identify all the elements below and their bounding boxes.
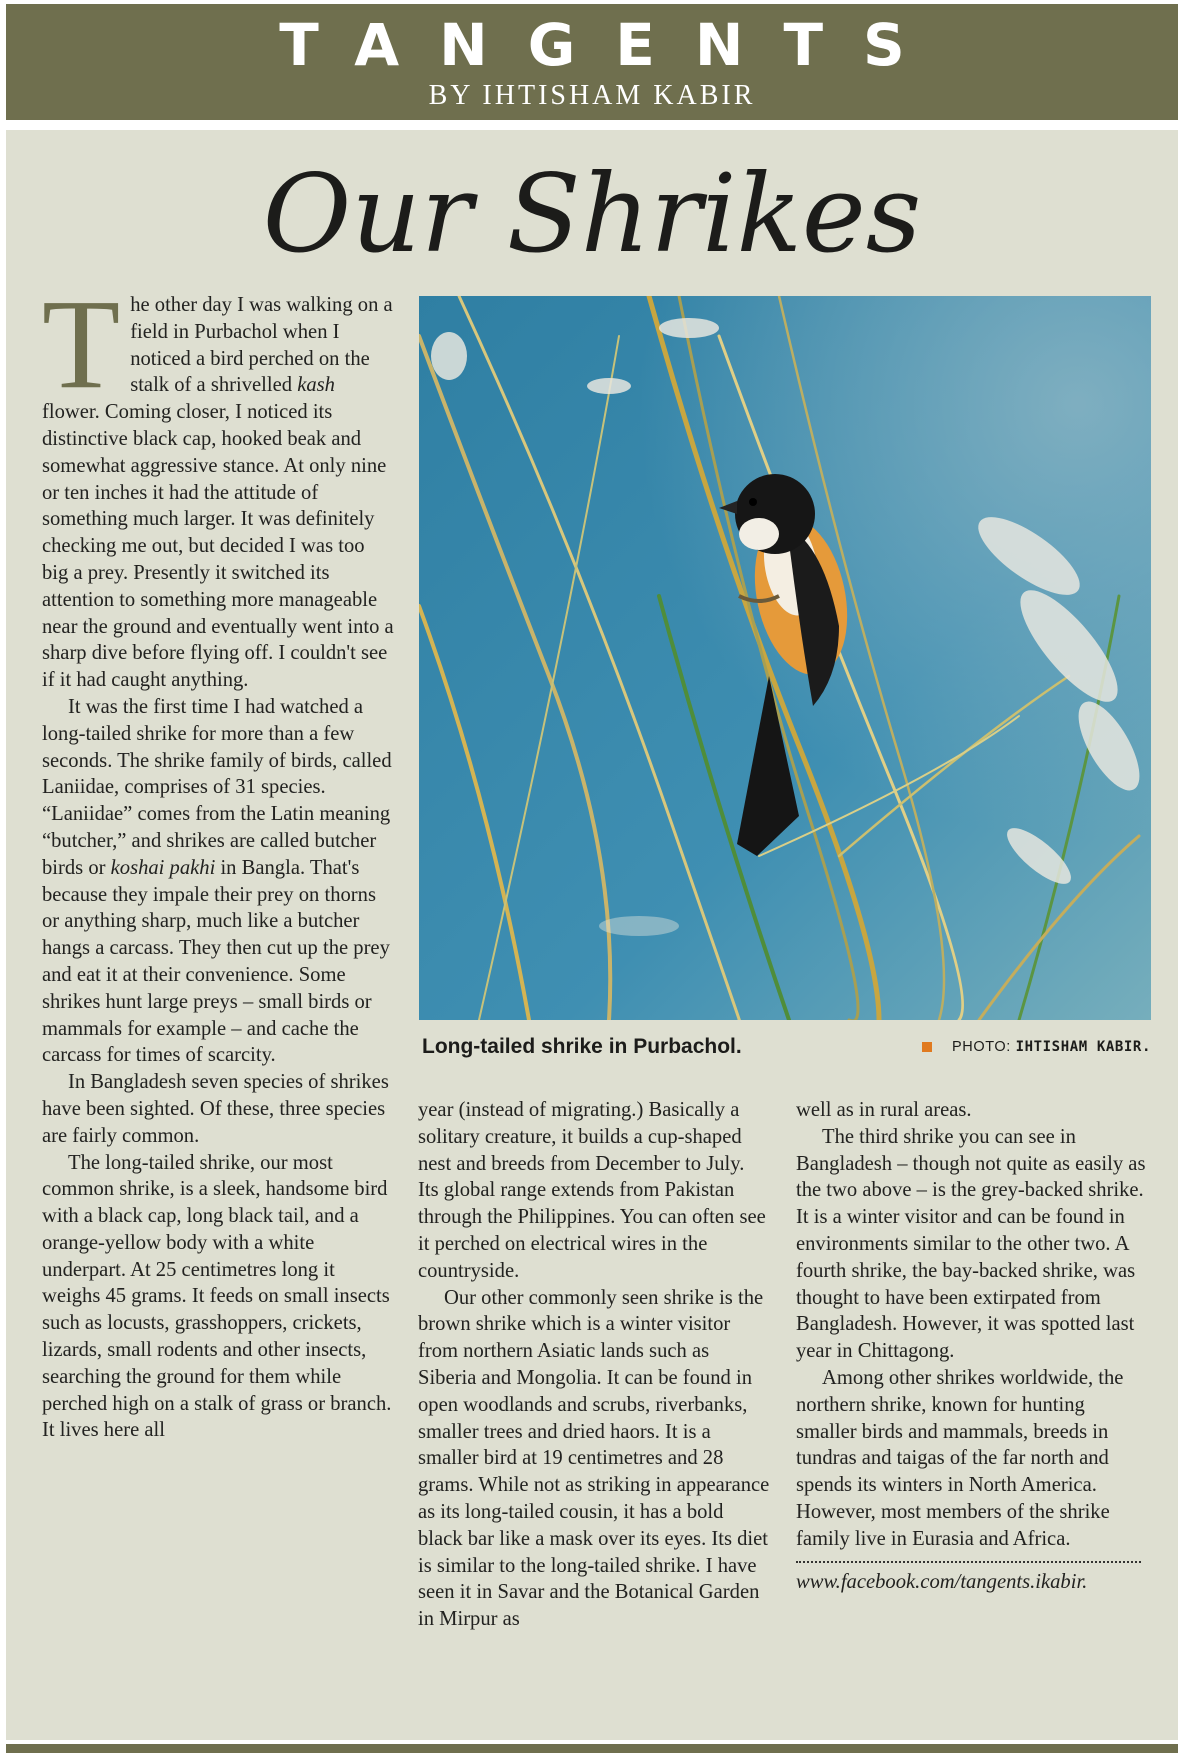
paragraph-1: The other day I was walking on a field in Purbachol when I noticed a bird perched on the stalk of a shrivelled kash flower. Coming closer, I noticed its distinctive black cap, hooked beak and somewhat aggressive stance. At only nine or ten inches it had the attitude of something much larger. It was definitely checking me out, but decided I was too big a prey. Presently it switched its attention to something more manageable near the ground and eventually went into a sharp dive before flying off. I couldn't see if it had caught anything. [42, 273, 394, 692]
paragraph-5-continued: well as in rural areas. [796, 1099, 972, 1121]
photo-caption-bar [419, 1032, 1151, 1062]
paragraph-5: Our other commonly seen shrike is the brown shrike which is a winter visitor from northern Asiatic lands such as Siberia and Mongolia. It can be found in open woodlands and scrubs, riverbanks, smaller trees and dried haors. It is a smaller bird at 19 centimetres and 28 grams. While not as striking in appearance as its long-tailed cousin, it has a bold black bar like a mask over its eyes. Its diet is similar to the long-tailed shrike. I have seen it in Savar and the Botanical Garden in Mirpur as [418, 1286, 770, 1631]
drop-cap: T [42, 273, 121, 415]
text-column-1 [42, 273, 394, 1444]
photo-caption: Long-tailed shrike in Purbachol. [422, 1035, 742, 1058]
paragraph-6: The third shrike you can see in Bangladesh – though not quite as easily as the two above – is the grey-backed shrike. It is a winter visitor and can be found in environments similar to the other two. A fourth shrike, the bay-backed shrike, was thought to have been extirpated from Bangladesh. However, it was spotted last year in Chittagong. [796, 1125, 1146, 1363]
text-column-2 [418, 1097, 770, 1633]
article-page [6, 130, 1178, 1740]
photo-credit: PHOTO: IHTISHAM KABIR. [922, 1032, 1151, 1062]
paragraph-2: It was the first time I had watched a long-tailed shrike for more than a few seconds. The shrike family of birds, called Laniidae, comprises of 31 species. “Laniidae” comes from the Latin meaning “butcher,” and shrikes are called butcher birds or koshai pakhi in Bangla. That's because they impale their prey on thorns or anything sharp, much like a butcher hangs a carcass. They then cut up the prey and eat it at their convenience. Some shrikes hunt large preys – small birds or mammals for example – and cache the carcass for times of scarcity. [42, 695, 392, 1067]
paragraph-4: The long-tailed shrike, our most common shrike, is a sleek, handsome bird with a black cap, long black tail, and a orange-yellow body with a white underpart. At 25 centimetres long it weighs 45 grams. It feeds on small insects such as locusts, grasshoppers, crickets, lizards, small rodents and other insects, searching the ground for them while perched high on a stalk of grass or branch. It lives here all [42, 1151, 392, 1442]
paragraph-7: Among other shrikes worldwide, the northern shrike, known for hunting smaller birds and mammals, breeds in tundras and taigas of the far north and spends its winters in North America. However, most members of the shrike family live in Eurasia and Africa. [796, 1366, 1124, 1550]
facebook-link[interactable]: www.facebook.com/tangents.ikabir. [796, 1570, 1088, 1593]
bottom-rule [6, 1744, 1178, 1753]
paragraph-4-continued: year (instead of migrating.) Basically a solitary creature, it builds a cup-shaped nest and breeds from December to July. Its global range extends from Pakistan through the Philippines. You can often see it perched on electrical wires in the countryside. [418, 1099, 766, 1282]
shrike-illustration [419, 296, 1151, 1020]
shrike-photo [419, 296, 1151, 1020]
byline: BY IHTISHAM KABIR [428, 80, 756, 111]
dotted-divider [796, 1561, 1141, 1567]
text-column-3 [796, 1097, 1148, 1595]
bullet-icon [922, 1042, 932, 1052]
masthead-banner [6, 4, 1178, 120]
column-title: TANGENTS [279, 11, 945, 79]
article-headline: Our Shrikes [262, 152, 922, 277]
paragraph-3: In Bangladesh seven species of shrikes have been sighted. Of these, three species are fairly common. [42, 1071, 389, 1147]
